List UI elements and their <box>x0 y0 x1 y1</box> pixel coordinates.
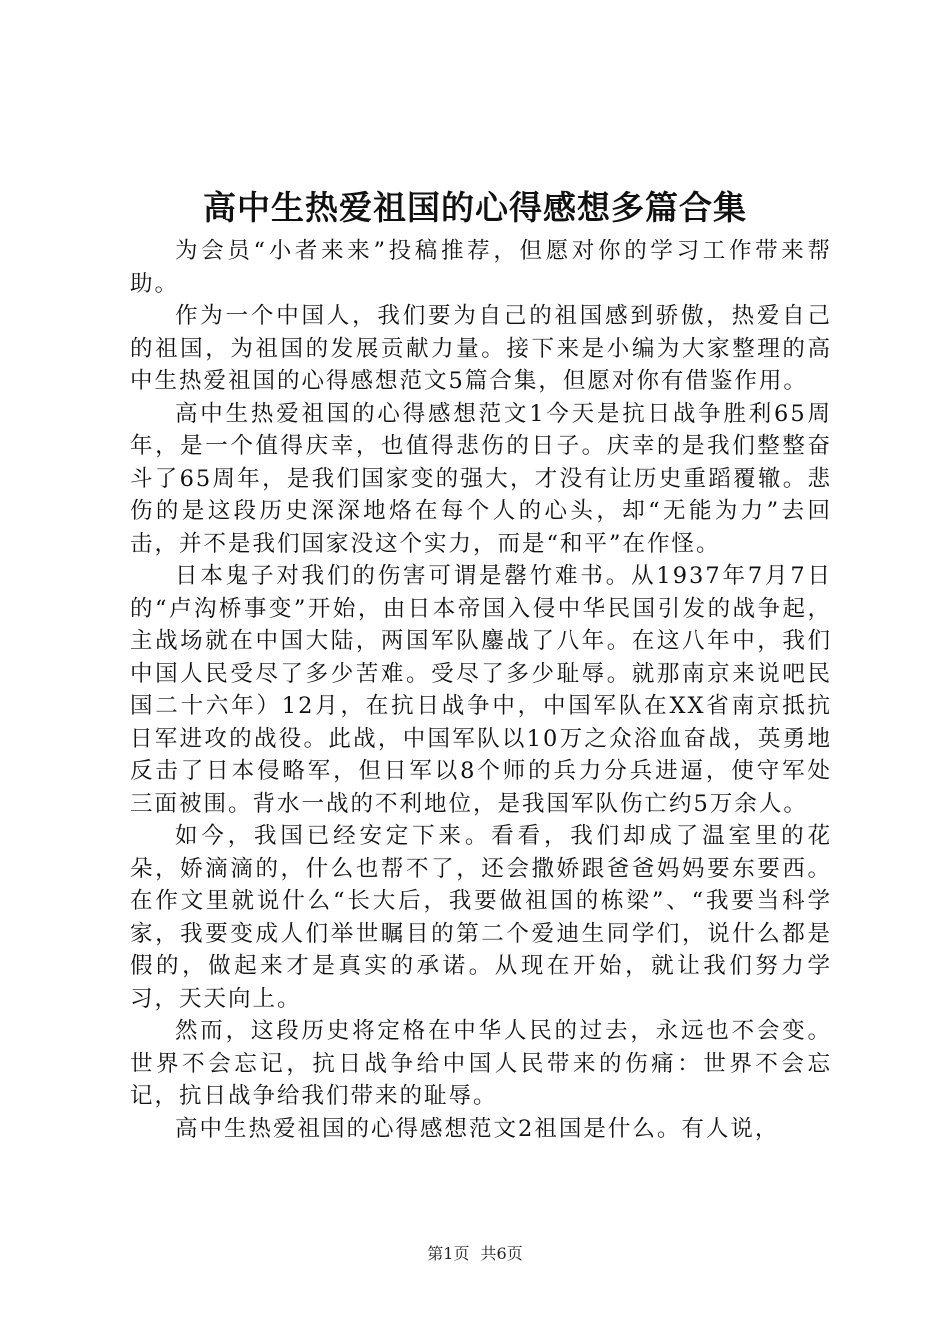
page-number: 第1页 <box>427 1244 470 1263</box>
document-title: 高中生热爱祖国的心得感想多篇合集 <box>203 188 747 227</box>
page-footer <box>0 1242 950 1266</box>
paragraph: 作为一个中国人，我们要为自己的祖国感到骄傲，热爱自己的祖国，为祖国的发展贡献力量。接下来是小编为大家整理的高中生热爱祖国的心得感想范文5篇合集，但愿对你有借鉴作用。 <box>130 303 832 394</box>
paragraph: 日本鬼子对我们的伤害可谓是罄竹难书。从1937年7月7日的“卢沟桥事变”开始，由日本帝国入侵中华民国引发的战争起，主战场就在中国大陆，两国军队鏖战了八年。在这八年中，我们中国人民受尽了多少苦难。受尽了多少耻辱。就那南京来说吧民国二十六年）12月，在抗日战争中，中国军队在XX省南京抵抗日军进攻的战役。此战，中国军队以10万之众浴血奋战，英勇地反击了日本侵略军，但日军以8个师的兵力分兵进逼，使守军处三面被围。背水一战的不利地位，是我国军队伤亡约5万余人。 <box>130 563 832 817</box>
paragraph: 高中生热爱祖国的心得感想范文2祖国是什么。有人说， <box>175 1115 780 1142</box>
paragraph: 如今，我国已经安定下来。看看，我们却成了温室里的花朵，娇滴滴的，什么也帮不了，还会撒娇跟爸爸妈妈要东要西。在作文里就说什么“长大后，我要做祖国的栋梁”、“我要当科学家，我要变成人们举世瞩目的第二个爱迪生同学们，说什么都是假的，做起来才是真实的承诺。从现在开始，就让我们努力学习，天天向上。 <box>130 823 832 1012</box>
paragraph: 然而，这段历史将定格在中华人民的过去，永远也不会变。世界不会忘记，抗日战争给中国人民带来的伤痛：世界不会忘记，抗日战争给我们带来的耻辱。 <box>130 1018 832 1109</box>
page-total: 共6页 <box>480 1244 523 1263</box>
document-body <box>130 235 832 1145</box>
paragraph: 高中生热爱祖国的心得感想范文1今天是抗日战争胜利65周年，是一个值得庆幸，也值得悲伤的日子。庆幸的是我们整整奋斗了65周年，是我们国家变的强大，才没有让历史重蹈覆辙。悲伤的是这段历史深深地烙在每个人的心头，却“无能为力”去回击，并不是我们国家没这个实力，而是“和平”在作怪。 <box>130 400 832 557</box>
paragraph: 为会员“小者来来”投稿推荐，但愿对你的学习工作带来帮助。 <box>130 238 832 297</box>
